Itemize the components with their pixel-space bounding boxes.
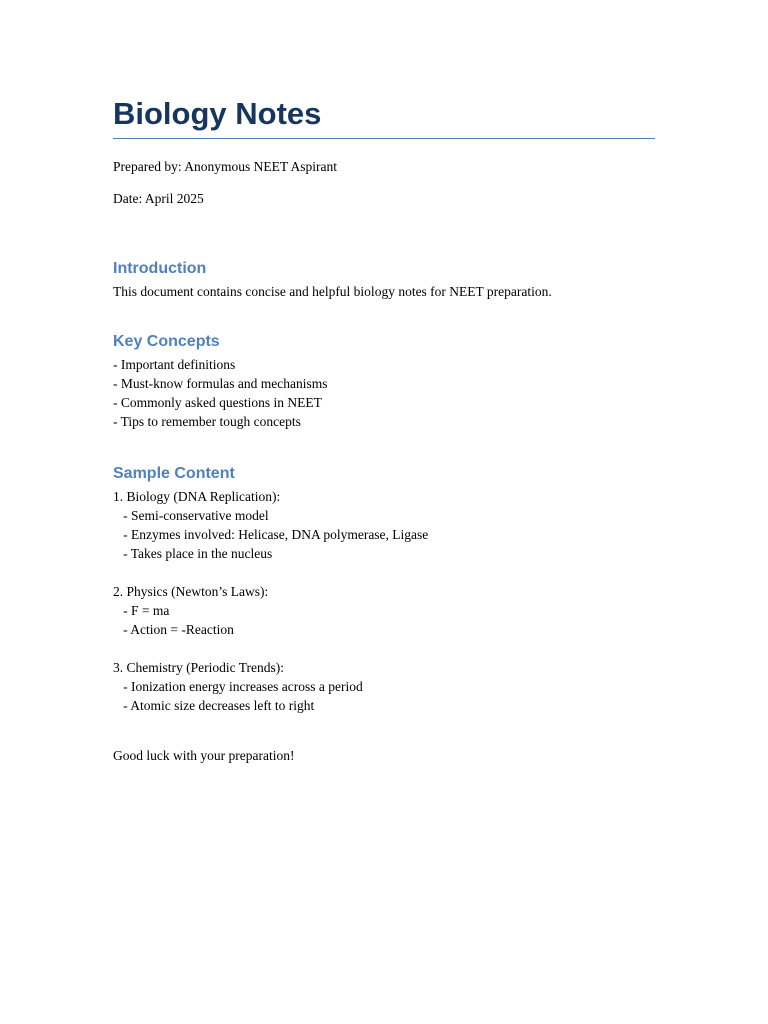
sample-group-chemistry	[113, 658, 655, 715]
sample-group-biology	[113, 487, 655, 563]
key-concepts-heading: Key Concepts	[113, 333, 220, 350]
document-page	[113, 96, 655, 765]
document-title: Biology Notes	[113, 96, 655, 139]
sample-point: - Ionization energy increases across a period	[113, 679, 363, 694]
sample-point: - Semi-conservative model	[113, 508, 269, 523]
sample-group-title: 2. Physics (Newton’s Laws):	[113, 584, 269, 599]
prepared-by-line: Prepared by: Anonymous NEET Aspirant	[113, 159, 337, 174]
date-line: Date: April 2025	[113, 191, 204, 206]
sample-point: - Atomic size decreases left to right	[113, 698, 315, 713]
closing-text: Good luck with your preparation!	[113, 748, 295, 763]
sample-group-title: 1. Biology (DNA Replication):	[113, 489, 281, 504]
sample-point: - Action = -Reaction	[113, 622, 234, 637]
list-item: - Commonly asked questions in NEET	[113, 395, 322, 410]
sample-point: - F = ma	[113, 603, 170, 618]
introduction-heading: Introduction	[113, 260, 207, 277]
spacer	[113, 563, 655, 582]
sample-point: - Takes place in the nucleus	[113, 546, 273, 561]
sample-point: - Enzymes involved: Helicase, DNA polymerase, Ligase	[113, 527, 429, 542]
list-item: - Must-know formulas and mechanisms	[113, 376, 328, 391]
sample-content-heading: Sample Content	[113, 465, 235, 482]
sample-content-body	[113, 487, 655, 715]
spacer	[113, 639, 655, 658]
list-item: - Important definitions	[113, 357, 236, 372]
sample-group-physics	[113, 582, 655, 639]
sample-group-title: 3. Chemistry (Periodic Trends):	[113, 660, 284, 675]
list-item: - Tips to remember tough concepts	[113, 414, 301, 429]
key-concepts-list	[113, 355, 655, 431]
introduction-text: This document contains concise and helpful biology notes for NEET preparation.	[113, 284, 552, 299]
